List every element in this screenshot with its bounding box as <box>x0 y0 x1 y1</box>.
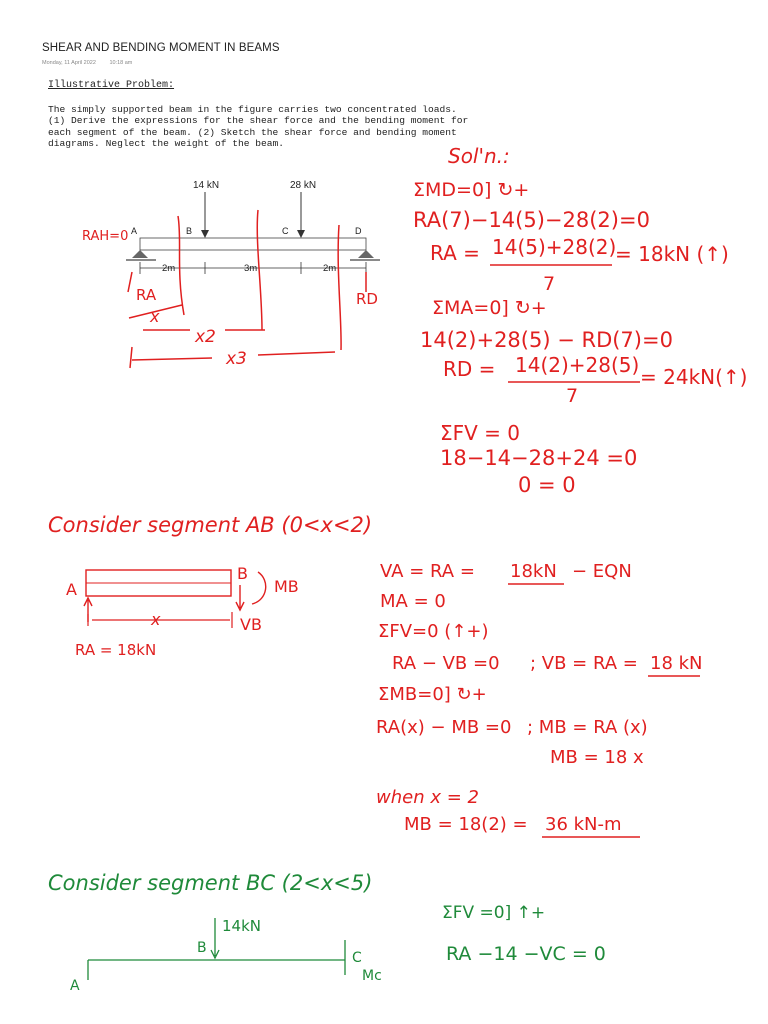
eq-rd-num: 14(2)+28(5) <box>515 353 640 377</box>
ra-label: RA <box>136 286 157 304</box>
eq-fv-check: 18−14−28+24 =0 <box>440 446 638 470</box>
x1-label: x <box>150 307 160 326</box>
bc-sum-fv: ΣFV =0] ↑+ <box>442 903 546 923</box>
span-bc: 3m <box>244 263 258 274</box>
span-ab: 2m <box>162 263 176 274</box>
bc-fv-eq: RA −14 −VC = 0 <box>446 943 606 965</box>
eq-rd-result: = 24kN(↑) <box>640 365 748 389</box>
eq-sum-ma: ΣMA=0] ↻+ <box>432 297 547 319</box>
beam-figure <box>126 180 380 274</box>
eq-ra-lhs: RA = <box>430 241 480 265</box>
pin-support-a <box>132 250 148 258</box>
rah-label: RAH=0 <box>82 229 129 244</box>
fbd-bc-load: 14kN <box>222 917 261 935</box>
load-label-14: 14 kN <box>193 180 220 191</box>
point-a: A <box>131 226 138 236</box>
ab-mb-at-2: MB = 18(2) = <box>404 814 528 835</box>
ab-vb: ; VB = RA = <box>530 653 638 674</box>
ab-ma: MA = 0 <box>380 591 446 612</box>
problem-line: diagrams. Neglect the weight of the beam. <box>48 138 285 150</box>
page-date: Monday, 11 April 2022 <box>42 60 96 66</box>
eq-rd-lhs: RD = <box>443 357 496 381</box>
eq-fv-result: 0 = 0 <box>518 473 576 497</box>
ab-when: when x = 2 <box>376 787 479 808</box>
fbd-bc-a: A <box>70 978 80 994</box>
problem-line: (1) Derive the expressions for the shear force and the bending moment for <box>48 115 469 127</box>
fbd-ab-vb-arrow <box>236 585 244 610</box>
point-c: C <box>282 226 289 236</box>
fbd-ab-vb: VB <box>240 615 262 634</box>
segment-bc-heading: Consider segment BC (2<x<5) <box>48 871 373 895</box>
segment-ab <box>48 513 703 837</box>
solution-heading: Sol'n.: <box>448 144 510 168</box>
ab-va-eqn: − EQN <box>572 561 632 582</box>
point-d: D <box>355 226 362 236</box>
fbd-ab-moment-arrow <box>252 572 266 604</box>
ab-vb-value: 18 kN <box>650 653 703 674</box>
fbd-ab-mb: MB <box>274 577 299 596</box>
fbd-ab-b: B <box>237 564 248 583</box>
fbd-ab-ra: RA = 18kN <box>75 641 157 659</box>
beam <box>140 238 366 250</box>
problem-line: The simply supported beam in the figure carries two concentrated loads. <box>48 104 457 115</box>
page-title: SHEAR AND BENDING MOMENT IN BEAMS <box>42 42 280 54</box>
eq-ra-result: = 18kN (↑) <box>615 242 729 266</box>
fbd-ab-x: x <box>151 610 161 629</box>
ab-sum-fv: ΣFV=0 (↑+) <box>378 621 489 642</box>
segment-bc <box>48 871 606 994</box>
fbd-ab-a: A <box>66 580 77 599</box>
ab-mb-expr: ; MB = RA (x) <box>527 717 648 738</box>
page-time: 10:18 am <box>109 60 133 66</box>
solution <box>413 144 747 497</box>
ab-sum-mb: ΣMB=0] ↻+ <box>378 684 487 705</box>
ab-fv-eq: RA − VB =0 <box>392 653 500 674</box>
eq-ma-expansion: 14(2)+28(5) − RD(7)=0 <box>420 328 673 352</box>
eq-rd-den: 7 <box>566 385 579 407</box>
point-b: B <box>186 226 193 236</box>
ab-mb-eq: RA(x) − MB =0 <box>376 717 512 738</box>
problem-line: each segment of the beam. (2) Sketch the shear force and bending moment <box>48 126 457 138</box>
x2-label: x2 <box>195 327 216 347</box>
fbd-bc-m: Mc <box>362 968 382 984</box>
ab-va: VA = RA = <box>380 561 475 582</box>
load-label-28: 28 kN <box>290 180 317 191</box>
segment-ab-heading: Consider segment AB (0<x<2) <box>48 513 373 537</box>
x3-label: x3 <box>226 349 247 369</box>
ab-mb-value: 36 kN-m <box>545 814 622 835</box>
cut-lines <box>128 210 366 368</box>
rd-label: RD <box>356 290 378 308</box>
ab-mb-result: MB = 18 x <box>550 747 644 768</box>
eq-ra-den: 7 <box>543 273 556 295</box>
roller-support-d <box>358 250 374 258</box>
eq-sum-fv: ΣFV = 0 <box>440 421 521 445</box>
eq-md-expansion: RA(7)−14(5)−28(2)=0 <box>413 208 650 232</box>
load-arrowhead-28 <box>297 230 305 238</box>
fbd-bc-c: C <box>352 950 362 966</box>
fbd-bc-b: B <box>197 940 207 956</box>
fbd-bc-load-arrow <box>211 918 219 958</box>
span-cd: 2m <box>323 263 337 274</box>
ab-va-value: 18kN <box>510 561 557 582</box>
eq-ra-num: 14(5)+28(2) <box>492 235 617 259</box>
load-arrowhead-14 <box>201 230 209 238</box>
problem-heading: Illustrative Problem: <box>48 80 175 91</box>
eq-sum-md: ΣMD=0] ↻+ <box>413 179 530 201</box>
